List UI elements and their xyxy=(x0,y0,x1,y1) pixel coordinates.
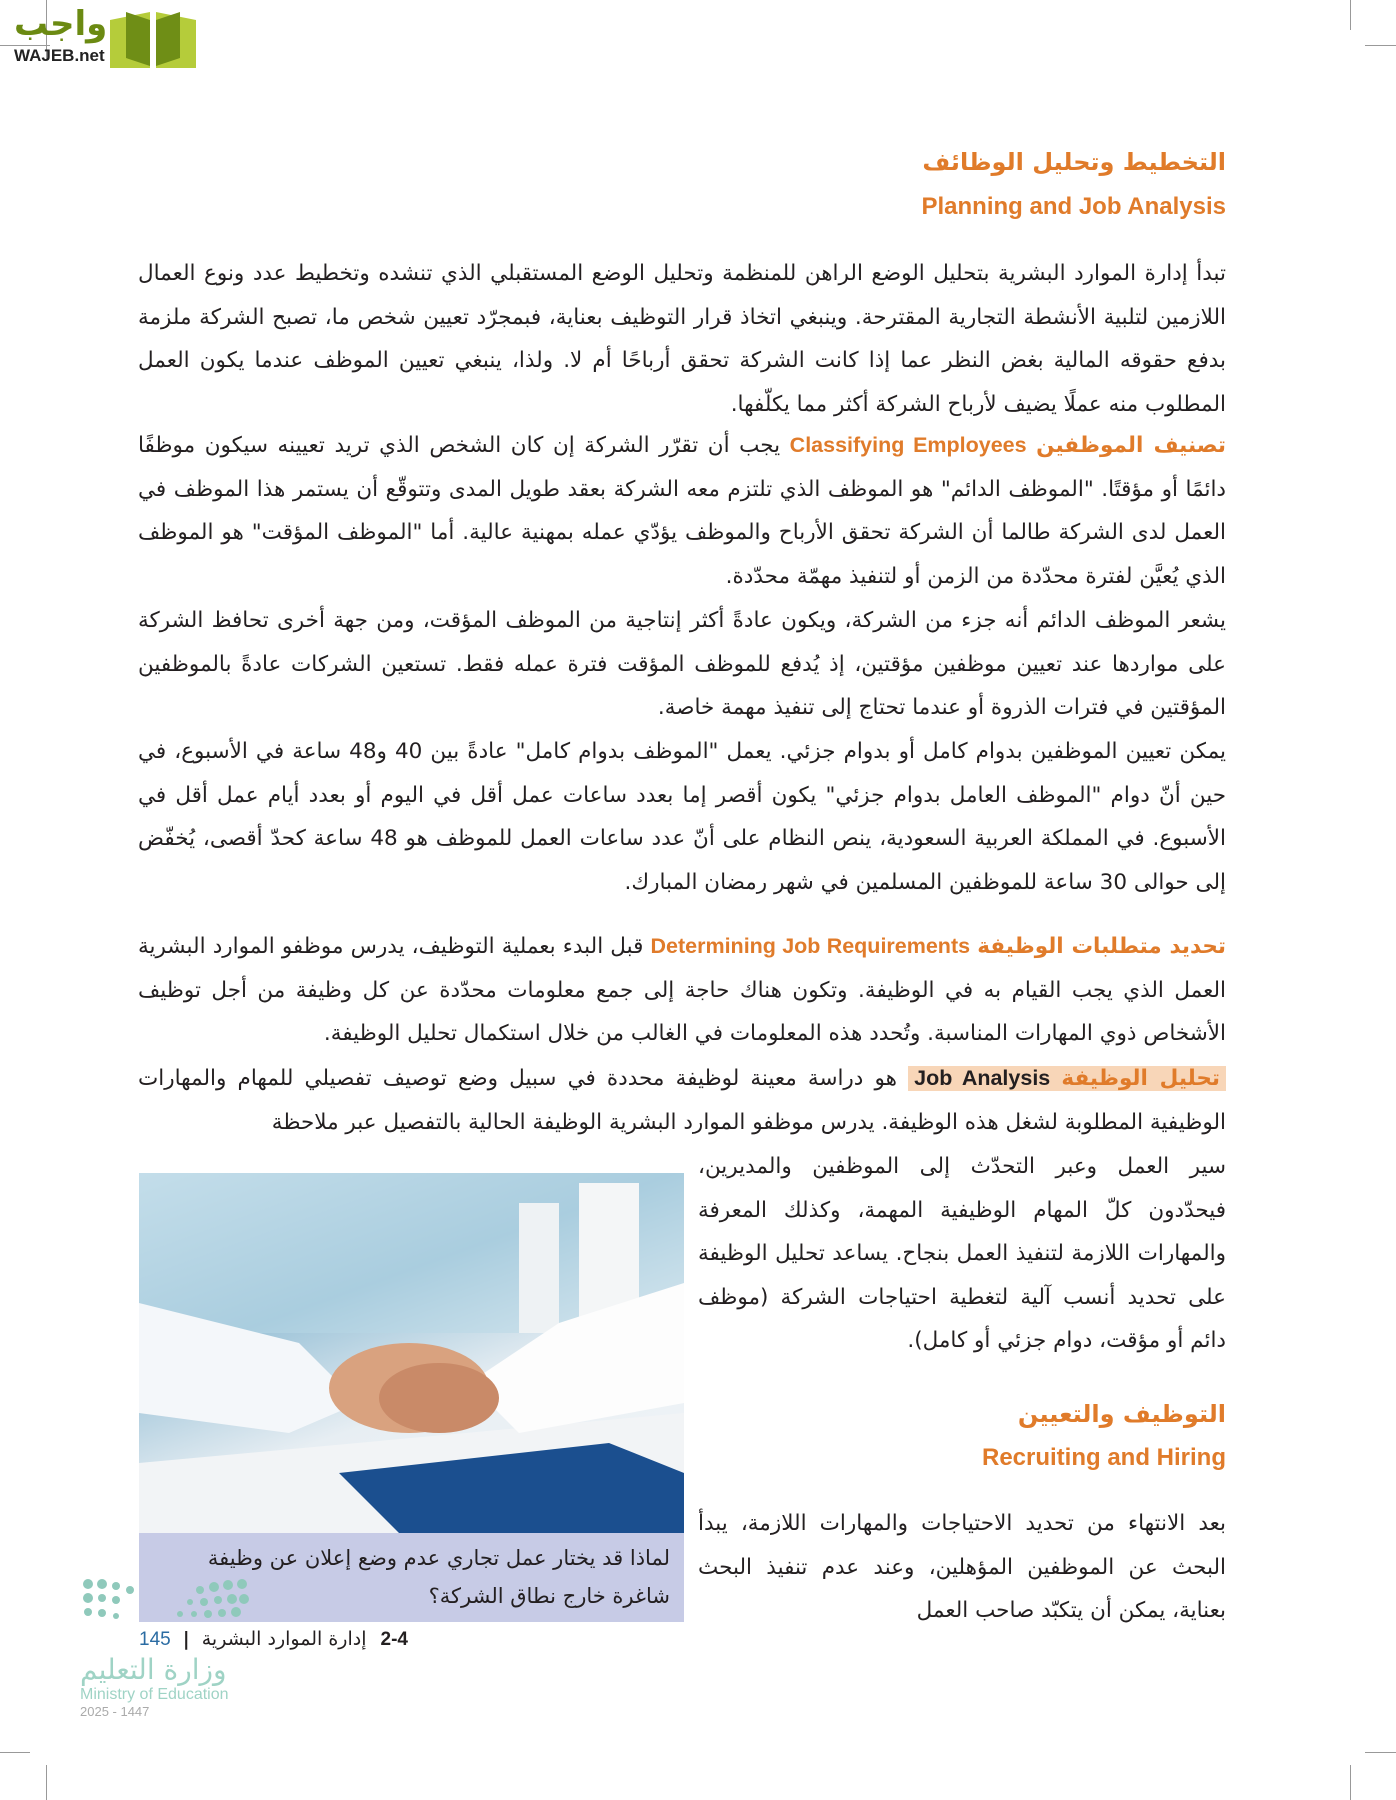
term-en: Classifying Employees xyxy=(789,433,1027,457)
handshake-photo xyxy=(139,1173,684,1533)
chapter-title: إدارة الموارد البشرية xyxy=(201,1628,367,1650)
unit-number: 2-4 xyxy=(380,1629,408,1650)
paragraph-intro: تبدأ إدارة الموارد البشرية بتحليل الوضع الراهن للمنظمة وتحليل الوضع المستقبلي الذي تنشده وتخطيط عدد ونوع العمال اللازمين لتلبية الأنشطة التجارية المقترحة. وينبغي اتخاذ قرار التوظيف بعناية، فبمجرّد تعيين شخص ما، تصبح الشركة ملزمة بدفع حقوقه المالية بغض النظر عما إذا كانت الشركة تحقق أرباحًا أم لا. ولذا، ينبغي تعيين الموظف عندما يكون العمل المطلوب منه عملًا يضيف لأرباح الشركة أكثر مما يكلّفها. xyxy=(138,261,1226,417)
crop-mark xyxy=(1350,0,1351,30)
logo-latin: WAJEB.net xyxy=(14,46,105,65)
paragraph-text: هو دراسة معينة لوظيفة محددة في سبيل وضع توصيف تفصيلي للمهام والمهارات الوظيفية المطلوبة لشغل هذه الوظيفة. يدرس موظفو الموارد البشرية الوظيفة الحالية بالتفصيل عبر ملاحظة xyxy=(138,1066,1226,1135)
term-en: Determining Job Requirements xyxy=(650,934,971,958)
term-ar: تصنيف الموظفين xyxy=(1036,433,1226,458)
paragraph-job-analysis xyxy=(138,1057,1226,1144)
section-title-en: Recruiting and Hiring xyxy=(981,1444,1226,1471)
crop-mark xyxy=(1365,45,1396,46)
footer-separator: | xyxy=(182,1628,190,1650)
paragraph-job-requirements xyxy=(138,925,1226,1056)
page-footer xyxy=(139,1628,408,1651)
highlighted-term xyxy=(908,1066,1226,1091)
dots-icon xyxy=(80,1578,250,1623)
paragraph-permanent: يشعر الموظف الدائم أنه جزء من الشركة، ويكون عادةً أكثر إنتاجية من الموظف المؤقت، ومن جهة أخرى تحافظ الشركة على مواردها عند تعيين موظفين مؤقتين، إذ يُدفع للموظف المؤقت فترة عمله فقط. تستعين الشركات عادةً بالموظفين المؤقتين في فترات الذروة أو عندما تحتاج إلى تنفيذ مهمة خاصة. xyxy=(138,608,1226,721)
crop-mark xyxy=(0,1752,30,1753)
wajeb-logo[interactable] xyxy=(10,4,190,66)
ministry-logo xyxy=(80,1578,250,1728)
logo-arabic: واجب xyxy=(14,4,108,44)
ministry-year: 2025 - 1447 xyxy=(80,1704,150,1719)
paragraph-text: قبل البدء بعملية التوظيف، يدرس موظفو الموارد البشرية العمل الذي يجب القيام به في الوظيفة. وتكون هناك حاجة إلى جمع معلومات محدّدة عن كل وظيفة من أجل توظيف الأشخاص ذوي المهارات المناسبة. وتُحدد هذه المعلومات في الغالب من خلال استكمال تحليل الوظيفة. xyxy=(138,934,1226,1047)
photo-caption: لماذا قد يختار عمل تجاري عدم وضع إعلان عن وظيفة شاغرة خارج نطاق الشركة؟ xyxy=(139,1533,684,1622)
crop-mark xyxy=(1350,1765,1351,1800)
page-number: 145 xyxy=(139,1629,171,1650)
paragraph-classifying xyxy=(138,424,1226,598)
book-icon xyxy=(108,6,198,68)
crop-mark xyxy=(46,1765,47,1800)
ministry-name-ar: وزارة التعليم xyxy=(80,1653,227,1686)
ministry-name-en: Ministry of Education xyxy=(80,1686,229,1703)
paragraph-fulltime: يمكن تعيين الموظفين بدوام كامل أو بدوام جزئي. يعمل "الموظف بدوام كامل" عادةً بين 40 و48 ساعة في الأسبوع، في حين أنّ دوام "الموظف العامل بدوام جزئي" يكون أقصر إما بعدد ساعات عمل أقل في اليوم أو بعدد أيام عمل أقل في الأسبوع. في المملكة العربية السعودية، ينص النظام على أنّ عدد ساعات العمل للموظف هو 48 ساعة كحدّ أقصى، يُخفّض إلى حوالى 30 ساعة للموظفين المسلمين في شهر رمضان المبارك. xyxy=(138,739,1227,895)
section-title-en: Planning and Job Analysis xyxy=(921,193,1226,220)
section-title-ar: التوظيف والتعيين xyxy=(1017,1400,1226,1428)
crop-mark xyxy=(1365,1752,1396,1753)
term-en: Job Analysis xyxy=(914,1066,1051,1090)
paragraph-text: يجب أن تقرّر الشركة إن كان الشخص الذي تريد تعيينه سيكون موظفًا دائمًا أو مؤقتًا. "الموظف الدائم" هو الموظف الذي تلتزم معه الشركة بعقد طويل المدى وتتوقّع أن يستمر هذا الموظف في العمل لدى الشركة طالما أن الشركة تحقق الأرباح والموظف يؤدّي عمله بمهنية عالية. أما "الموظف المؤقت" هو الموظف الذي يُعيَّن لفترة محدّدة من الزمن أو لتنفيذ مهمّة محدّدة. xyxy=(138,433,1226,589)
paragraph-job-analysis-cont: سير العمل وعبر التحدّث إلى الموظفين والمديرين، فيحدّدون كلّ المهام الوظيفية المهمة، وكذلك المعرفة والمهارات اللازمة لتنفيذ العمل بنجاح. يساعد تحليل الوظيفة على تحديد أنسب آلية لتغطية احتياجات الشركة (موظف دائم أو مؤقت، دوام جزئي أو كامل). xyxy=(698,1154,1226,1354)
section-title-ar: التخطيط وتحليل الوظائف xyxy=(922,148,1226,176)
paragraph-recruiting: بعد الانتهاء من تحديد الاحتياجات والمهارات اللازمة، يبدأ البحث عن الموظفين المؤهلين، وعند عدم تنفيذ البحث بعناية، يمكن أن يتكبّد صاحب العمل xyxy=(698,1511,1226,1624)
term-ar: تحليل الوظيفة xyxy=(1061,1066,1220,1091)
term-ar: تحديد متطلبات الوظيفة xyxy=(977,934,1226,959)
